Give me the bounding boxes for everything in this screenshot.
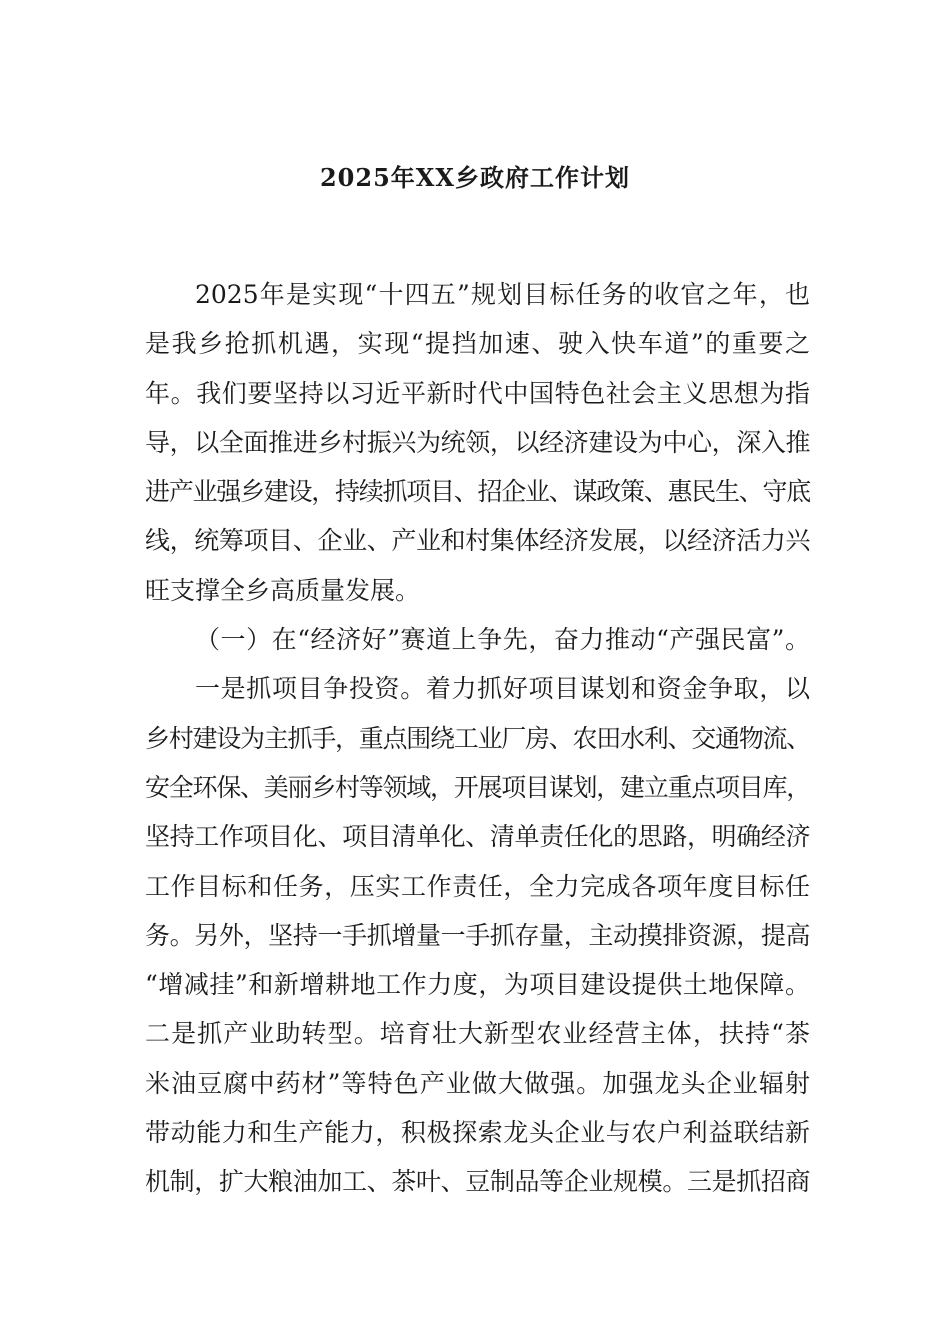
paragraph-line: 米油豆腐中药材”等特色产业做大做强。加强龙头企业辐射	[145, 1068, 810, 1098]
section-heading: （一）在“经济好”赛道上争先，奋力推动“产强民富”。	[195, 625, 810, 655]
paragraph-line: 导，以全面推进乡村振兴为统领，以经济建设为中心，深入推	[145, 427, 810, 457]
paragraph-line: 安全环保、美丽乡村等领域，开展项目谋划，建立重点项目库，	[145, 772, 811, 802]
paragraph-line: 一是抓项目争投资。着力抓好项目谋划和资金争取，以	[195, 674, 810, 704]
document-body	[145, 270, 810, 1207]
paragraph-line: 2025年是实现“十四五”规划目标任务的收官之年，也	[195, 280, 810, 309]
paragraph-line: 机制，扩大粮油加工、茶叶、豆制品等企业规模。三是抓招商	[145, 1167, 810, 1197]
paragraph-line: 坚持工作项目化、项目清单化、清单责任化的思路，明确经济	[145, 822, 810, 852]
paragraph-line: 是我乡抢抓机遇，实现“提挡加速、驶入快车道”的重要之	[145, 329, 810, 359]
paragraph-line: 乡村建设为主抓手，重点围绕工业厂房、农田水利、交通物流、	[145, 723, 811, 753]
paragraph-line: 务。另外，坚持一手抓增量一手抓存量，主动摸排资源，提高	[145, 920, 810, 950]
paragraph-line: 进产业强乡建设，持续抓项目、招企业、谋政策、惠民生、守底	[145, 477, 811, 507]
paragraph-line: 工作目标和任务，压实工作责任，全力完成各项年度目标任	[145, 871, 810, 901]
paragraph-line: 带动能力和生产能力，积极探索龙头企业与农户利益联结新	[145, 1118, 810, 1148]
document-title: 2025年XX乡政府工作计划	[319, 163, 631, 192]
paragraph-line: 年。我们要坚持以习近平新时代中国特色社会主义思想为指	[145, 378, 810, 408]
paragraph-line: “增减挂”和新增耕地工作力度，为项目建设提供土地保障。	[145, 970, 810, 1000]
paragraph-line: 二是抓产业助转型。培育壮大新型农业经营主体，扶持“茶	[145, 1019, 810, 1049]
paragraph-line: 线，统筹项目、企业、产业和村集体经济发展，以经济活力兴	[145, 526, 810, 556]
paragraph-line: 旺支撑全乡高质量发展。	[145, 575, 421, 605]
